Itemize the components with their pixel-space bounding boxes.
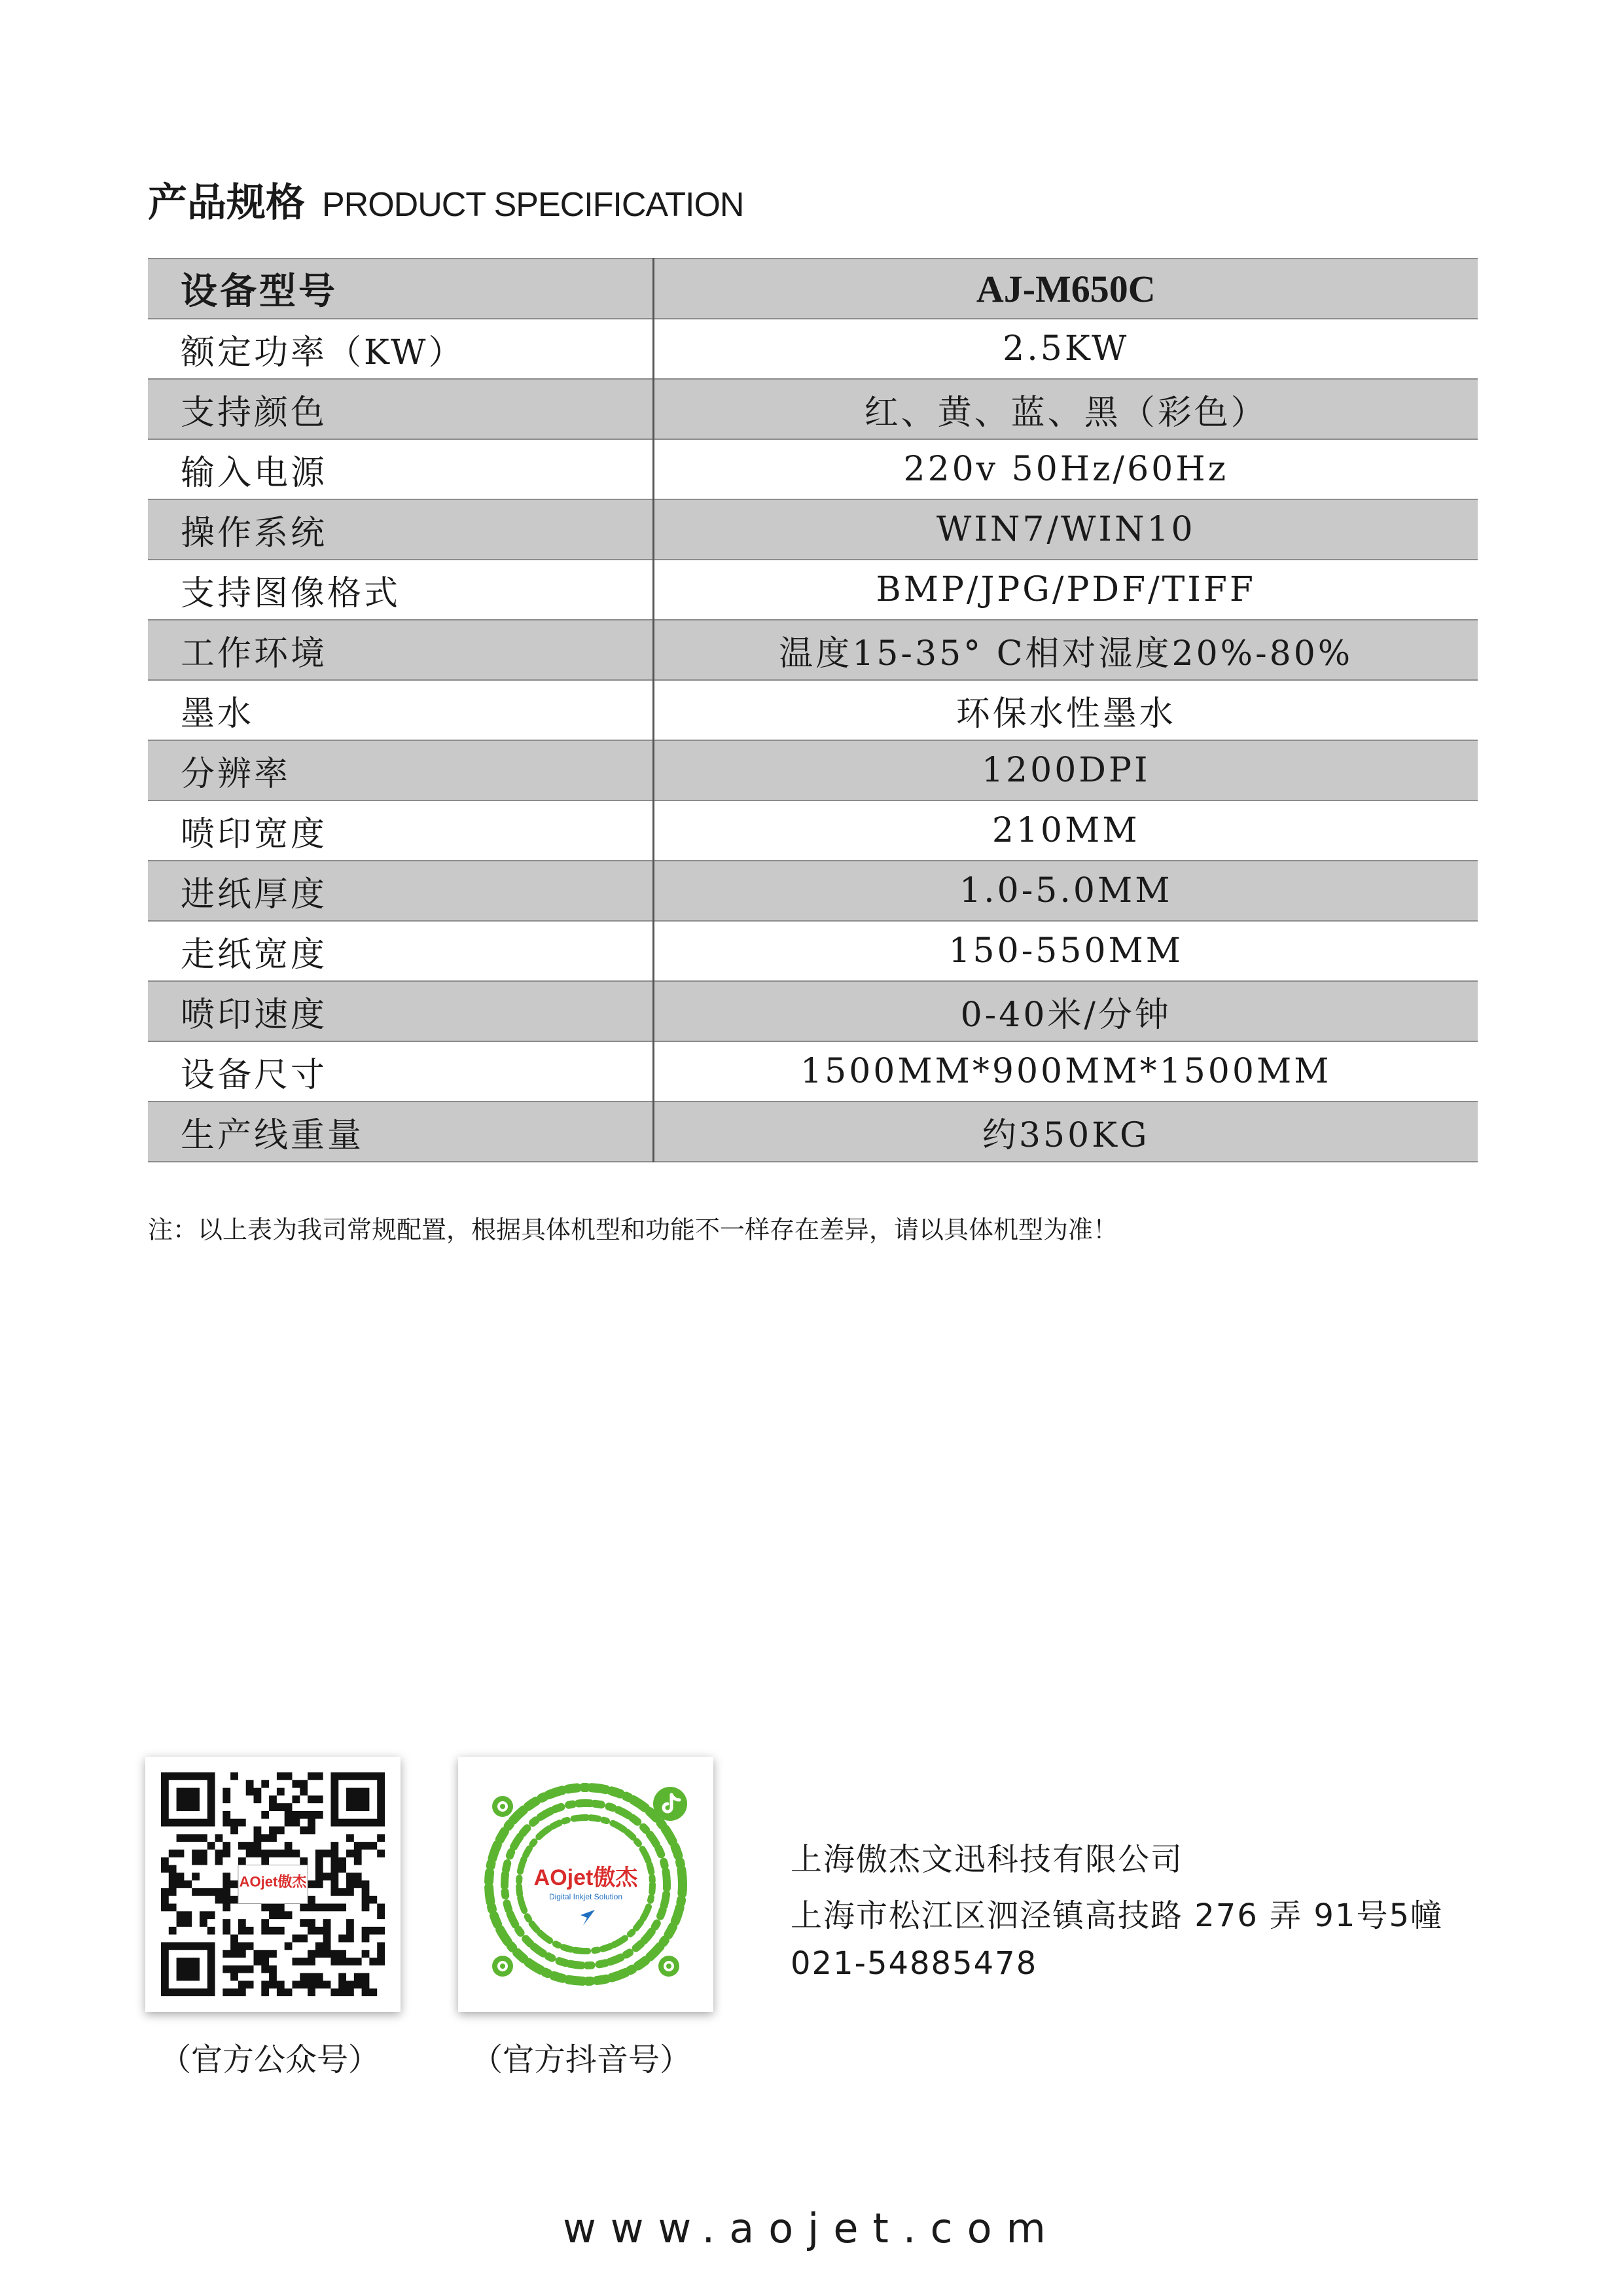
douyin-qr-code xyxy=(458,1757,713,2012)
spec-table-row xyxy=(148,981,1478,1041)
spec-value: 约350KG xyxy=(653,1102,1478,1162)
spec-label: 额定功率（KW） xyxy=(148,319,653,379)
website-url[interactable]: www.aojet.com xyxy=(563,2204,1060,2252)
spec-value: 红、黄、蓝、黑（彩色） xyxy=(653,379,1478,439)
heading-title-zh: 产品规格 xyxy=(148,180,305,226)
douyin-logo-sub: Digital Inkjet Solution xyxy=(548,1892,623,1901)
spec-table-row xyxy=(148,319,1478,379)
spec-value: 1200DPI xyxy=(653,740,1478,800)
spec-value: 0-40米/分钟 xyxy=(653,981,1478,1041)
spec-table-row xyxy=(148,680,1478,740)
heading-title-en: PRODUCT SPECIFICATION xyxy=(322,186,744,224)
spec-label: 分辨率 xyxy=(148,740,653,800)
spec-value: 环保水性墨水 xyxy=(653,680,1478,740)
wechat-logo-text: AOjet傲杰 xyxy=(239,1873,307,1890)
spec-table-row xyxy=(148,800,1478,861)
company-phone: 021-54885478 xyxy=(791,1945,1038,1982)
spec-label: 进纸厚度 xyxy=(148,861,653,921)
spec-value: 220v 50Hz/60Hz xyxy=(653,439,1478,499)
douyin-logo-text: AOjet傲杰 xyxy=(533,1865,638,1890)
spec-table-row xyxy=(148,921,1478,981)
wechat-qr-code xyxy=(145,1757,401,2012)
spec-table-header-row xyxy=(148,259,1478,319)
spec-value: 150-550MM xyxy=(653,921,1478,981)
spec-label: 墨水 xyxy=(148,680,653,740)
spec-table-row xyxy=(148,1102,1478,1162)
spec-table-row xyxy=(148,620,1478,680)
spec-label: 喷印宽度 xyxy=(148,800,653,861)
spec-table-row xyxy=(148,740,1478,800)
spec-value: 1.0-5.0MM xyxy=(653,861,1478,921)
spec-label: 生产线重量 xyxy=(148,1102,653,1162)
spec-value: AJ-M650C xyxy=(653,259,1478,319)
spec-table-row xyxy=(148,560,1478,620)
wechat-qr-caption: （官方公众号） xyxy=(160,2041,380,2078)
spec-table-row xyxy=(148,439,1478,499)
spec-heading xyxy=(148,171,743,228)
spec-value: 温度15-35° C相对湿度20%-80% xyxy=(653,620,1478,680)
spec-label: 设备尺寸 xyxy=(148,1041,653,1102)
spec-label: 操作系统 xyxy=(148,499,653,560)
douyin-qr-caption: （官方抖音号） xyxy=(471,2041,692,2078)
spec-table xyxy=(148,258,1478,1162)
spec-label: 输入电源 xyxy=(148,439,653,499)
footnote: 注：以上表为我司常规配置，根据具体机型和功能不一样存在差异，请以具体机型为准！ xyxy=(148,1215,1118,1244)
spec-label: 工作环境 xyxy=(148,620,653,680)
spec-value: BMP/JPG/PDF/TIFF xyxy=(653,560,1478,620)
spec-table-row xyxy=(148,499,1478,560)
spec-value: 2.5KW xyxy=(653,319,1478,379)
douyin-mini-code-icon xyxy=(474,1772,698,1996)
spec-value: WIN7/WIN10 xyxy=(653,499,1478,560)
spec-label: 支持颜色 xyxy=(148,379,653,439)
spec-table-row xyxy=(148,379,1478,439)
spec-label: 支持图像格式 xyxy=(148,560,653,620)
spec-label: 喷印速度 xyxy=(148,981,653,1041)
spec-label: 走纸宽度 xyxy=(148,921,653,981)
spec-label: 设备型号 xyxy=(148,259,653,319)
spec-table-row xyxy=(148,861,1478,921)
company-address: 上海市松江区泗泾镇高技路 276 弄 91号5幢 xyxy=(791,1897,1444,1934)
qr-pattern-icon xyxy=(161,1772,385,1996)
spec-value: 1500MM*900MM*1500MM xyxy=(653,1041,1478,1102)
company-name: 上海傲杰文迅科技有限公司 xyxy=(791,1841,1184,1878)
spec-value: 210MM xyxy=(653,800,1478,861)
spec-table-row xyxy=(148,1041,1478,1102)
